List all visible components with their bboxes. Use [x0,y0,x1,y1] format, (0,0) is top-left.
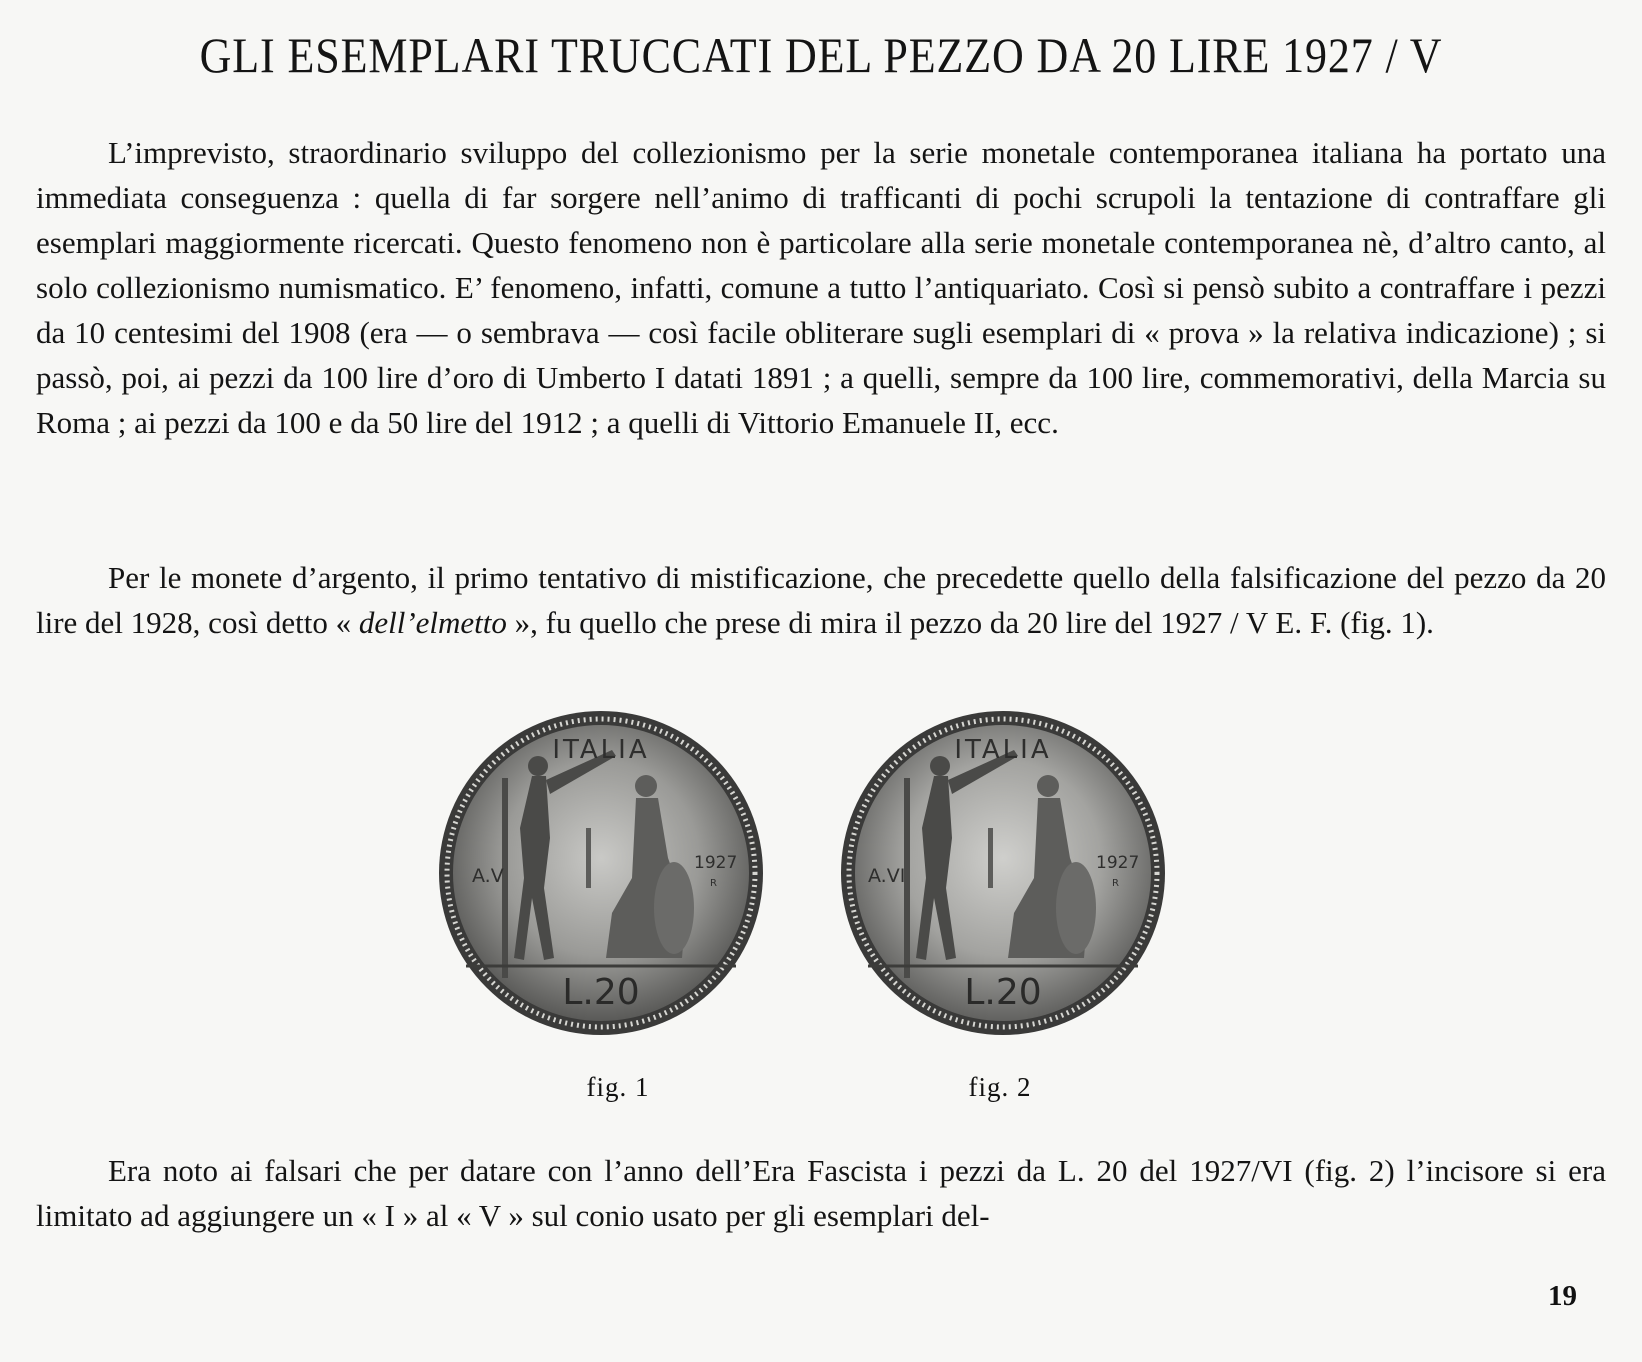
coin-denomination: L.20 [562,972,640,1013]
paragraph-2 [36,555,1606,645]
coin-image-1 [436,708,766,1038]
coin-mint: R [1112,878,1119,889]
paragraph-2-text [36,555,1606,645]
coin-legend: ITALIA [954,735,1052,765]
figure-2 [838,708,1202,1108]
page-title: GLI ESEMPLARI TRUCCATI DEL PEZZO DA 20 LIRE 1927 / V [199,27,1443,83]
coin-year: 1927 [694,853,738,873]
figure-1 [436,708,800,1108]
paragraph-1-text: L’imprevisto, straordinario sviluppo del collezionismo per la serie monetale contemporanea italiana ha portato una immediata conseguenza : quella di far sorgere nell’animo di trafficanti di pochi scrupoli la tentazione di contraffare gli esemplari maggiormente ricercati. Questo fenomeno non è particolare alla serie monetale contemporanea nè, d’altro canto, al solo collezionismo numismatico. E’ fenomeno, infatti, comune a tutto l’antiquariato. Così si pensò subito a contraffare i pezzi da 10 centesimi del 1908 (era — o sembrava — così facile obliterare sugli esemplari di « prova » la relativa indicazione) ; si passò, poi, ai pezzi da 100 lire d’oro di Umberto I datati 1891 ; a quelli, sempre da 100 lire, commemorativi, della Marcia su Roma ; ai pezzi da 100 e da 50 lire del 1912 ; a quelli di Vittorio Emanuele II, ecc. [36,135,1606,440]
paragraph-2-before: Per le monete d’argento, il primo tentativo di mistificazione, che precedette quello della falsificazione del pezzo da 20 lire del 1928, così detto « [36,560,1606,640]
coin-era: A.VI [868,865,906,887]
coin-image-2 [838,708,1168,1038]
page-number: 19 [1548,1280,1577,1312]
paragraph-2-after: », fu quello che prese di mira il pezzo da 20 lire del 1927 / V E. F. (fig. 1). [514,605,1434,640]
paragraph-1 [36,130,1606,445]
coin-year: 1927 [1096,853,1140,873]
figure-2-caption: fig. 2 [968,1072,1032,1102]
coin-legend: ITALIA [552,735,650,765]
figure-1-caption: fig. 1 [586,1072,650,1102]
paragraph-2-italic: dell’elmetto [358,605,507,640]
coin-era: A.V [472,865,504,887]
paragraph-3-text: Era noto ai falsari che per datare con l’anno dell’Era Fascista i pezzi da L. 20 del 1927/VI (fig. 2) l’incisore si era limitato ad aggiungere un « I » al « V » sul conio usato per gli esemplari del- [36,1153,1606,1233]
coin-denomination: L.20 [964,972,1042,1013]
coin-mint: R [710,878,717,889]
paragraph-3 [36,1148,1606,1238]
